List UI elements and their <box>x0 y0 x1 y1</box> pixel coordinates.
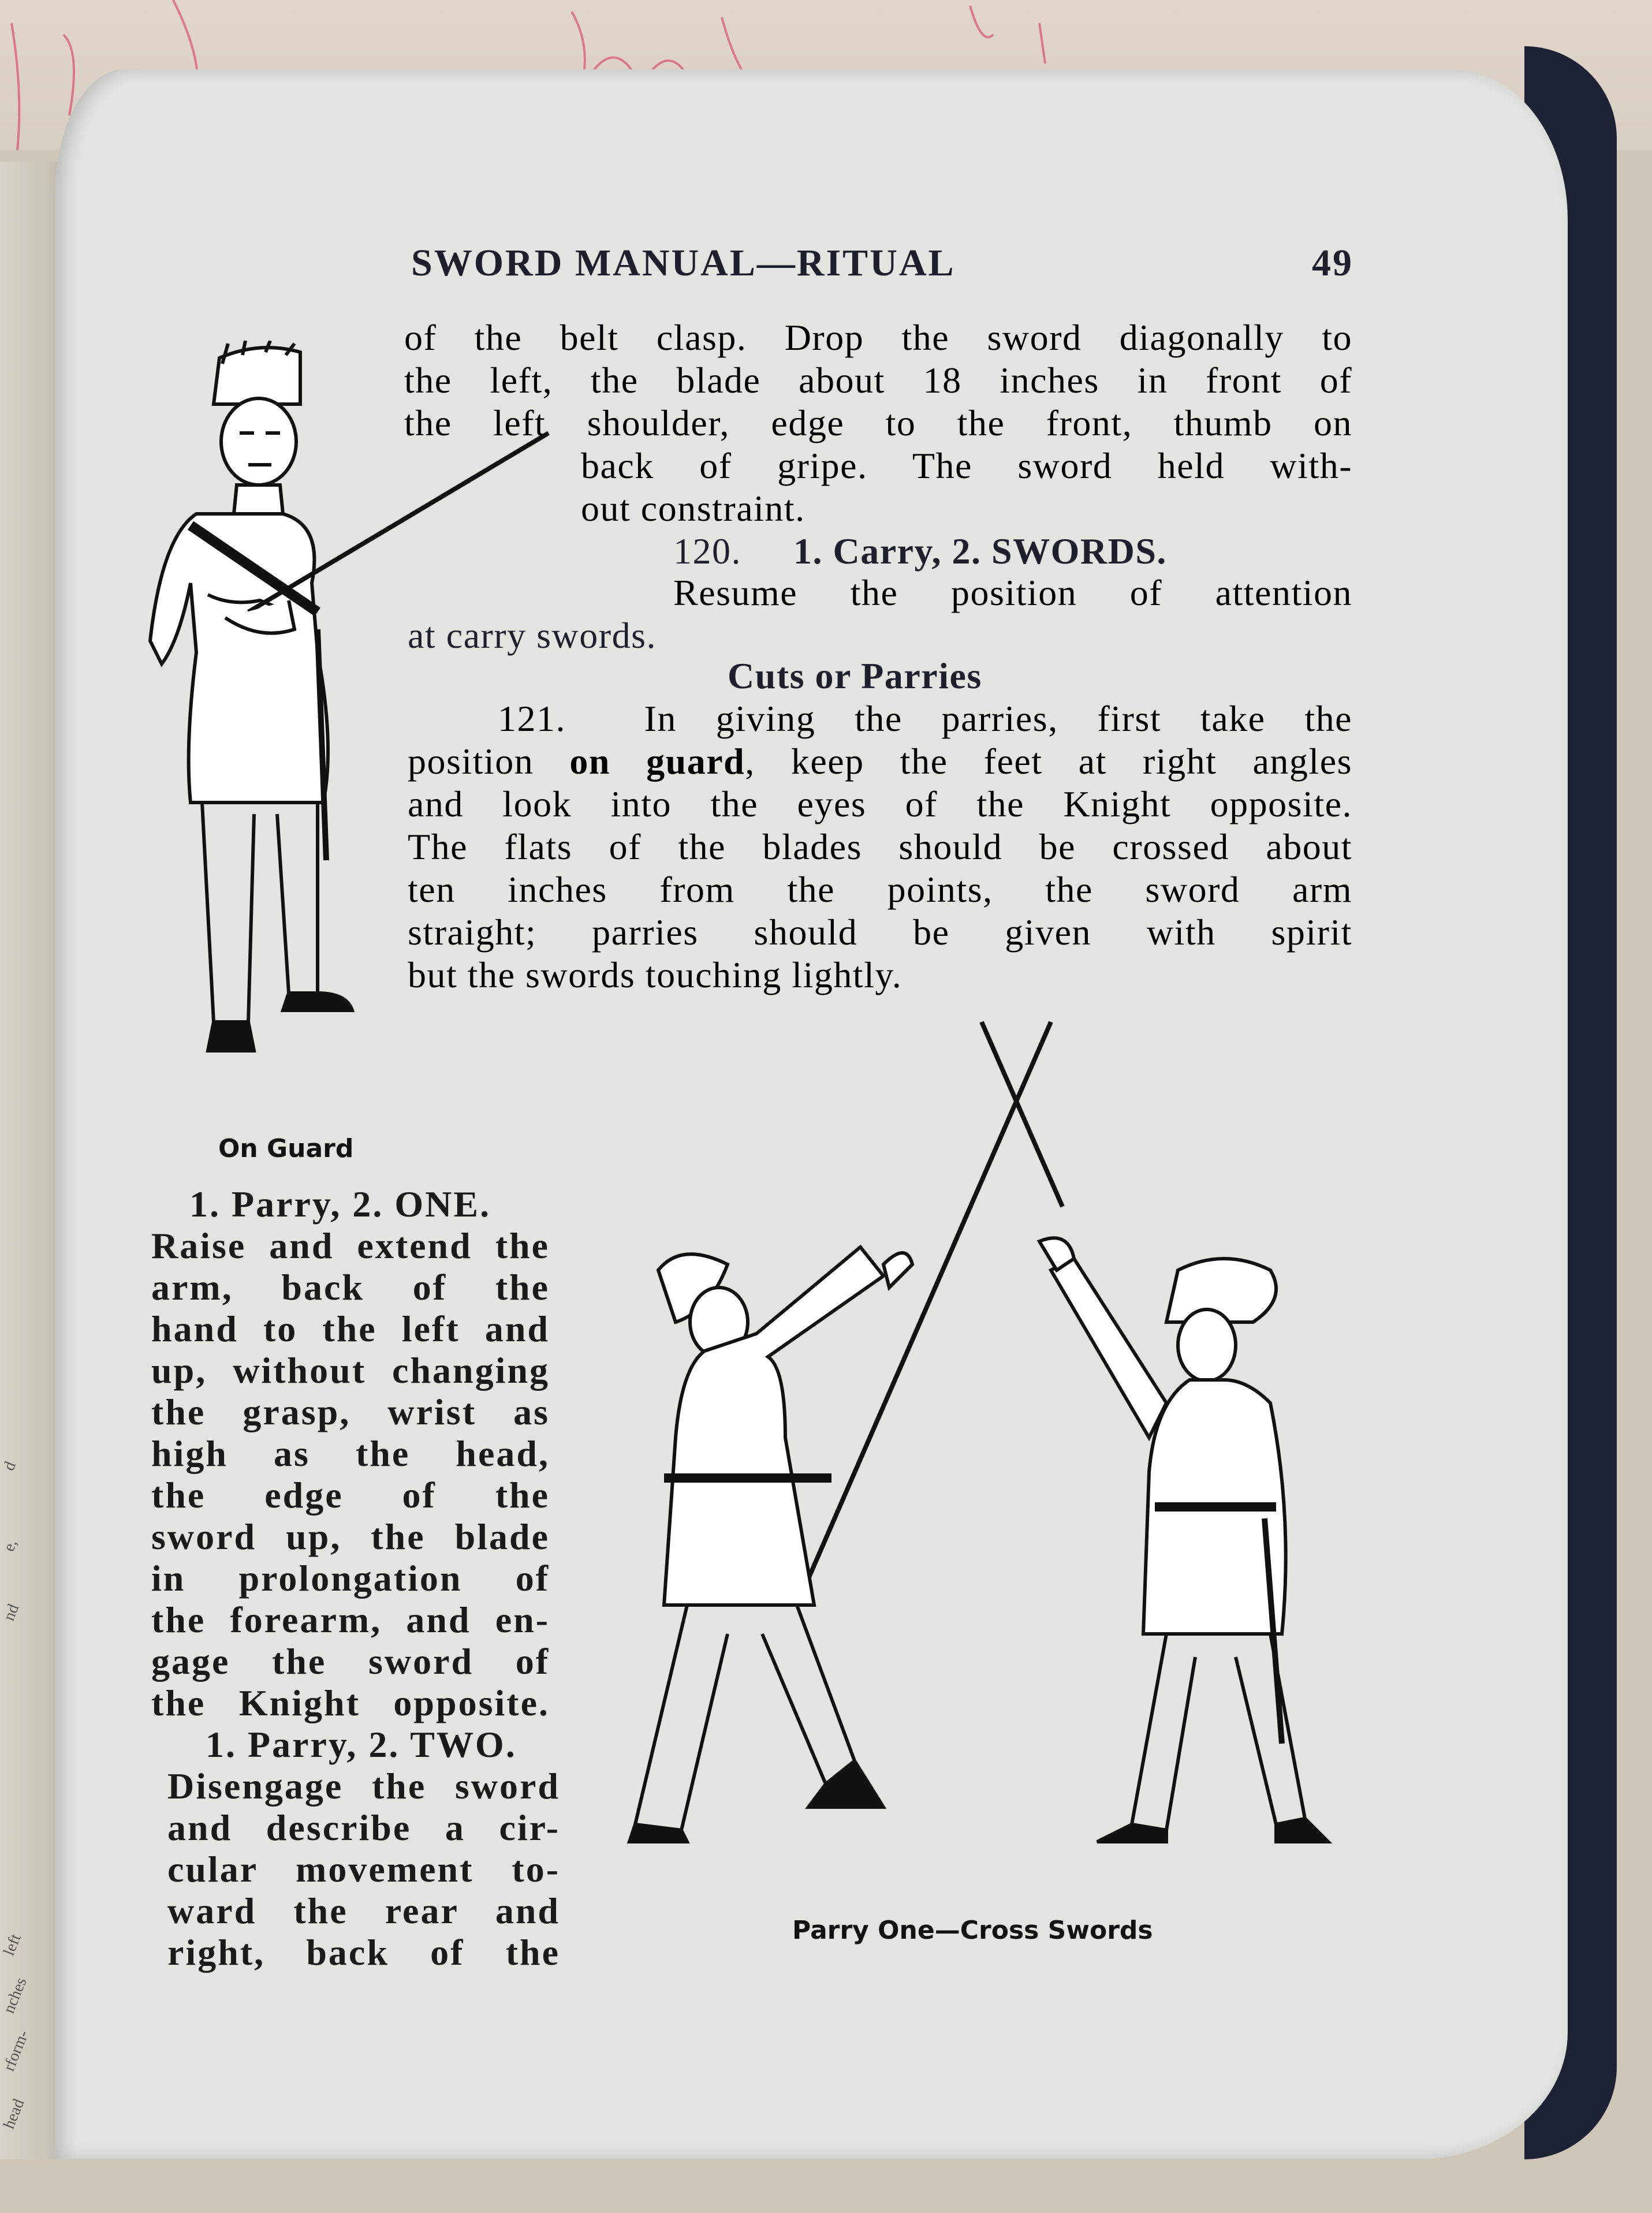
text-line: cular movement to- <box>167 1849 560 1890</box>
text-line: arm, back of the <box>151 1267 550 1308</box>
text-span: position <box>408 741 570 782</box>
text-line: Raise and extend the <box>151 1225 550 1266</box>
text-line: out constraint. <box>581 488 806 529</box>
text-line: straight; parries should be given with spirit <box>408 912 1352 953</box>
running-head: SWORD MANUAL—RITUAL <box>411 242 956 284</box>
command-carry-swords: 1. Carry, 2. SWORDS. <box>793 531 1167 572</box>
text-line: Disengage the sword <box>167 1766 560 1807</box>
facing-fragment: d <box>0 1459 20 1473</box>
facing-fragment: nd <box>0 1602 23 1624</box>
page-number: 49 <box>1312 242 1353 284</box>
text-line: hand to the left and <box>151 1308 550 1349</box>
text-line: the Knight opposite. <box>151 1682 550 1723</box>
text-line: the left shoulder, edge to the front, thumb on <box>404 402 1352 443</box>
facing-fragment: rform- <box>0 2028 33 2074</box>
on-guard-caption: On Guard <box>218 1134 354 1163</box>
text-line: Resume the position of attention <box>673 572 1352 613</box>
text-line: in prolongation of <box>151 1558 550 1599</box>
text-line: the grasp, wrist as <box>151 1391 550 1432</box>
bold-term-on-guard: on guard <box>569 741 745 782</box>
facing-fragment: left <box>0 1931 25 1958</box>
text-line: up, without changing <box>151 1350 550 1391</box>
facing-fragment: nches <box>0 1975 31 2016</box>
text-line: gage the sword of <box>151 1641 550 1682</box>
text-line: and look into the eyes of the Knight opposite. <box>408 783 1352 824</box>
text-line: back of gripe. The sword held with- <box>581 445 1352 486</box>
facing-fragment: e, <box>0 1536 21 1554</box>
section-120-text <box>673 572 1352 614</box>
text-line: the edge of the <box>151 1475 550 1516</box>
continuation-paragraph-indented <box>581 445 1352 530</box>
parry-two-heading: 1. Parry, 2. TWO. <box>206 1724 517 1765</box>
section-number-120: 120. <box>673 531 741 572</box>
text-line: but the swords touching lightly. <box>408 954 903 995</box>
parry-one-heading: 1. Parry, 2. ONE. <box>189 1184 491 1225</box>
text-line: right, back of the <box>167 1932 560 1973</box>
text-line: sword up, the blade <box>151 1516 550 1557</box>
text-line: ten inches from the points, the sword arm <box>408 869 1352 910</box>
facing-fragment: head <box>0 2096 28 2132</box>
text-line: of the belt clasp. Drop the sword diagonally to <box>404 317 1352 358</box>
text-line: the left, the blade about 18 inches in front of <box>404 360 1352 401</box>
text-line: The flats of the blades should be crossed about <box>408 826 1352 867</box>
text-span: , keep the feet at right angles <box>745 741 1353 782</box>
text-line: the forearm, and en- <box>151 1599 550 1640</box>
text-line: high as the head, <box>151 1433 550 1474</box>
parry-one-paragraph <box>151 1184 550 1724</box>
subheading-cuts-or-parries: Cuts or Parries <box>728 655 982 696</box>
text-span: In giving the parries, first take the <box>644 698 1352 739</box>
text-line: at carry swords. <box>408 615 657 656</box>
cross-swords-illustration <box>612 999 1363 1865</box>
on-guard-illustration <box>127 341 554 1137</box>
text-line: ward the rear and <box>167 1890 560 1931</box>
cross-swords-caption: Parry One—Cross Swords <box>792 1916 1153 1945</box>
parry-two-paragraph <box>167 1724 560 1973</box>
section-number-121: 121. <box>498 698 566 739</box>
text-line: and describe a cir- <box>167 1807 560 1848</box>
